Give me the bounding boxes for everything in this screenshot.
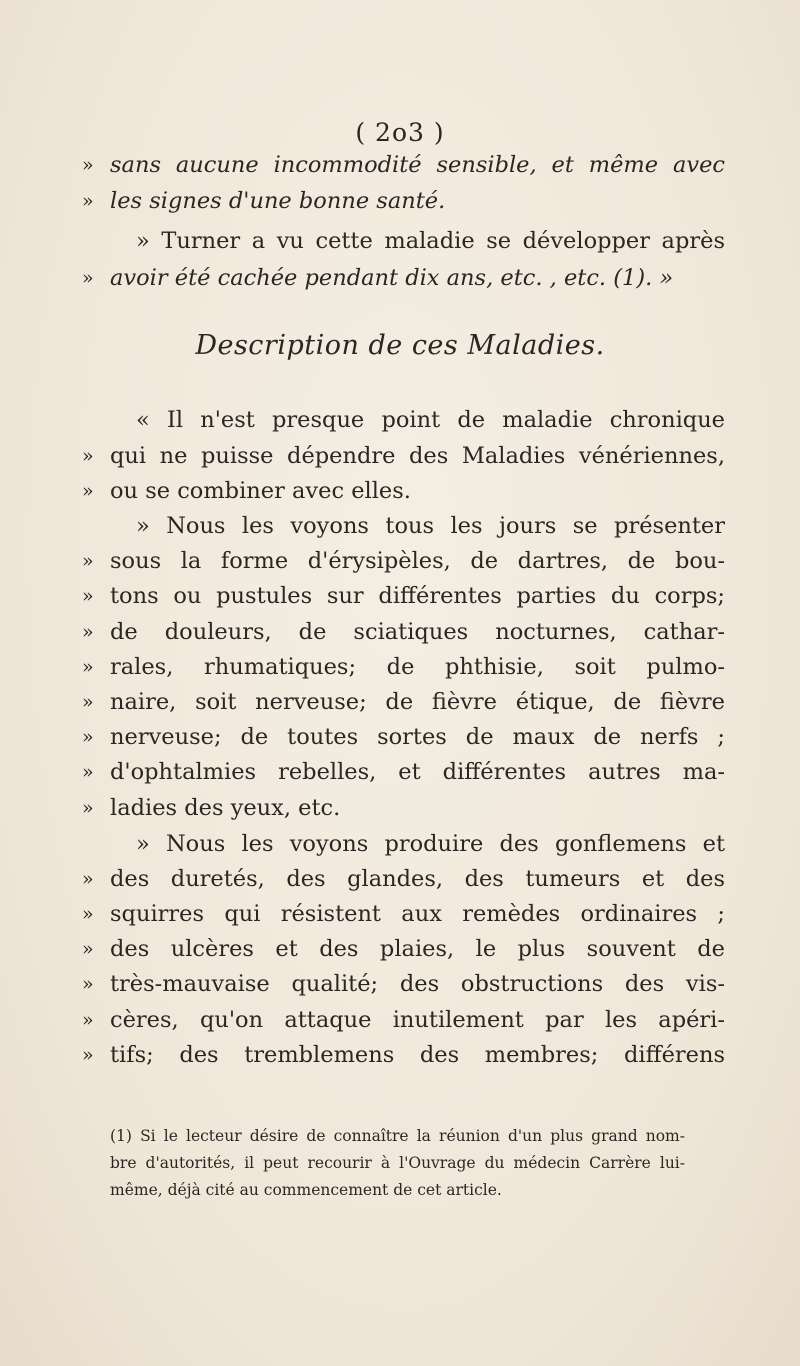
text-line: de douleurs, de sciatiques nocturnes, cathar-: [110, 619, 725, 645]
text-line: d'ophtalmies rebelles, et différentes autres ma-: [110, 759, 725, 785]
text-line: rales, rhumatiques; de phthisie, soit pulmo-: [110, 654, 725, 680]
quote-mark: »: [82, 154, 94, 176]
quote-mark: »: [82, 973, 94, 995]
text-line: les signes d'une bonne santé.: [110, 188, 446, 214]
text-line: qui ne puisse dépendre des Maladies vénériennes,: [110, 443, 725, 469]
text-line: tifs; des tremblemens des membres; différens: [110, 1042, 725, 1068]
quote-mark: »: [82, 267, 94, 289]
quote-mark: »: [82, 480, 94, 502]
quote-mark: »: [82, 903, 94, 925]
quote-mark: »: [82, 938, 94, 960]
quote-mark: »: [82, 1044, 94, 1066]
text-line: » Nous les voyons tous les jours se présenter: [136, 513, 725, 539]
text-line: naire, soit nerveuse; de fièvre étique, de fièvre: [110, 689, 725, 715]
text-line: tons ou pustules sur différentes parties du corps;: [110, 583, 725, 609]
quote-mark: »: [82, 621, 94, 643]
quote-mark: »: [82, 656, 94, 678]
quote-mark: »: [82, 190, 94, 212]
text-line: cères, qu'on attaque inutilement par les apéri-: [110, 1007, 725, 1033]
section-heading: Description de ces Maladies.: [195, 330, 605, 361]
text-line: sans aucune incommodité sensible, et même avec: [110, 152, 725, 178]
quote-mark: »: [82, 726, 94, 748]
footnote-line: bre d'autorités, il peut recourir à l'Ouvrage du médecin Carrère lui-: [110, 1154, 685, 1172]
text-line: avoir été cachée pendant dix ans, etc. , etc. (1). »: [110, 265, 674, 291]
text-line: sous la forme d'érysipèles, de dartres, de bou-: [110, 548, 725, 574]
quote-mark: »: [82, 797, 94, 819]
footnote-line: (1) Si le lecteur désire de connaître la réunion d'un plus grand nom-: [110, 1127, 685, 1145]
text-line: ladies des yeux, etc.: [110, 795, 341, 821]
page-number: ( 2o3 ): [355, 118, 445, 147]
text-line: nerveuse; de toutes sortes de maux de nerfs ;: [110, 724, 725, 750]
text-line: des duretés, des glandes, des tumeurs et des: [110, 866, 725, 892]
quote-mark: »: [82, 445, 94, 467]
text-line: des ulcères et des plaies, le plus souvent de: [110, 936, 725, 962]
quote-mark: »: [82, 1009, 94, 1031]
quote-mark: »: [82, 550, 94, 572]
footnote-line: même, déjà cité au commencement de cet article.: [110, 1181, 502, 1199]
quote-mark: »: [82, 868, 94, 890]
text-line: ou se combiner avec elles.: [110, 478, 411, 504]
text-line: squirres qui résistent aux remèdes ordinaires ;: [110, 901, 725, 927]
text-line: » Nous les voyons produire des gonflemens et: [136, 831, 725, 857]
quote-mark: »: [82, 691, 94, 713]
text-line: « Il n'est presque point de maladie chronique: [136, 407, 725, 433]
text-line: très-mauvaise qualité; des obstructions des vis-: [110, 971, 725, 997]
text-line: » Turner a vu cette maladie se développer après: [136, 228, 725, 254]
quote-mark: »: [82, 761, 94, 783]
quote-mark: »: [82, 585, 94, 607]
